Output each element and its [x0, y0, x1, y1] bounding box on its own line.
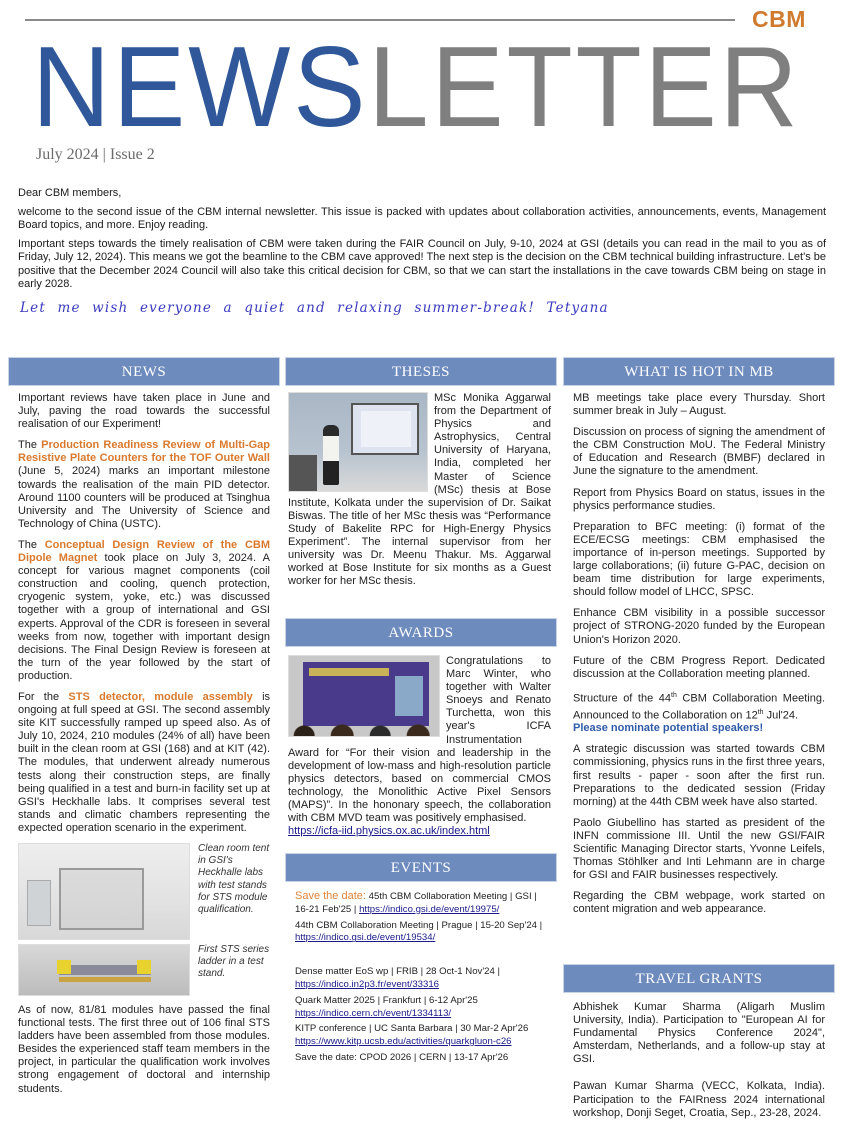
- nominate-speakers-callout: Please nominate potential speakers!: [573, 722, 764, 735]
- event-link[interactable]: https://indico.in2p3.fr/event/33316: [295, 978, 440, 990]
- title-news: NEWS: [32, 24, 369, 151]
- highlight-sts-assembly: STS detector, module assembly: [68, 690, 253, 703]
- news-paragraph: For the STS detector, module assembly is ongoing at full speed at GSI. The second assembly site KIT successfully ramped up speed also. As of July 10, 2024, 210 modules (24% of all) have been built in the clean room at GSI (168) and at KIT (42). The modules, that underwent already numerous tests along their construction steps, are finally being qualified in a test and burn-in facility set up at GSI's Heckhalle labs. It comprises several test stands and climatic chambers representing the expected operation scenario in the experiment.: [18, 690, 271, 834]
- event-link[interactable]: https://indico.cern.ch/event/1334113/: [295, 1007, 452, 1019]
- mb-item: Enhance CBM visibility in a possible successor project of STRONG-2020 funded by the European Union's Horizon 2020.: [573, 607, 825, 646]
- newsletter-title: [32, 24, 801, 151]
- event-link[interactable]: https://www.kitp.ucsb.edu/activities/quarkgluon-c26: [295, 1036, 512, 1048]
- highlight-dipole-review: Conceptual Design Review of the CBM Dipole Magnet: [18, 538, 270, 565]
- news-paragraph: Important reviews have taken place in June and July, paving the road towards the successful realisation of our Experiment!: [18, 392, 270, 431]
- mb-item: Future of the CBM Progress Report. Dedicated discussion at the Collaboration meeting planned.: [573, 654, 825, 680]
- middle-column: [285, 357, 557, 1068]
- highlight-tof-review: Production Readiness Review of Multi-Gap Resistive Plate Counters for the TOF Outer Wall: [18, 439, 271, 465]
- mb-item: Regarding the CBM webpage, work started on content migration and web appearance.: [573, 890, 825, 916]
- handwritten-signature: Let me wish everyone a quiet and relaxing summer-break! Tetyana: [20, 300, 609, 316]
- event-item: Save the date: CPOD 2026 | CERN | 13-17 Apr'26: [295, 1051, 509, 1063]
- news-paragraph: As of now, 81/81 modules have passed the final functional tests. The first three out of 106 final STS ladders have been assembled from those modules. Besides the experienced staff team members in the project, in particular the qualification work involves strong engagement of doctoral and internship students.: [18, 1004, 270, 1095]
- travel-grant-item: Pawan Kumar Sharma (VECC, Kolkata, India). Participation to the FAIRness 2024 international workshop, Donji Seget, Croatia, Sep., 23-28, 2024.: [573, 1080, 825, 1119]
- header-rule: [25, 19, 735, 21]
- event-link[interactable]: https://indico.gsi.de/event/19534/: [295, 932, 436, 944]
- thesis-defense-photo: [288, 392, 428, 492]
- event-link[interactable]: https://indico.gsi.de/event/19975/: [359, 903, 500, 915]
- figure-ladder: [8, 944, 280, 996]
- greeting: Dear CBM members,: [18, 187, 122, 199]
- travel-grant-item: Abhishek Kumar Sharma (Aligarh Muslim University, India). Participation to "European AI for Fundamental Physics Conference 2024", Amsterdam, Netherlands, and a follow-up stay at GSI.: [573, 1001, 825, 1066]
- intro-letter: [18, 187, 826, 297]
- news-header: NEWS: [8, 357, 280, 386]
- mb-item: Structure of the 44th CBM Collaboration Meeting. Announced to the Collaboration on 12th Jul'24. Please nominate potential speakers!: [573, 691, 825, 735]
- intro-paragraph: welcome to the second issue of the CBM internal newsletter. This issue is packed with updates about collaboration activities, announcements, events, Management Board topics, and more. Enjoy reading.: [18, 205, 826, 231]
- events-header: EVENTS: [285, 853, 557, 882]
- event-item: 44th CBM Collaboration Meeting | Prague | 15-20 Sep'24 | https://indico.gsi.de/event/19534/: [295, 919, 543, 944]
- news-paragraph: The Production Readiness Review of Multi-Gap Resistive Plate Counters for the TOF Outer Wall (June 5, 2024) marks an important milestone towards the realisation of the main PID detector. Around 1100 counters will be produced at Tsinghua University and The University of Science and Technology of China (USTC).: [18, 439, 271, 530]
- event-item: Save the date: 45th CBM Collaboration Meeting | GSI | 16-21 Feb'25 | https://indico.gsi.de/event/19975/: [295, 890, 537, 915]
- event-item: Dense matter EoS wp | FRIB | 28 Oct-1 Nov'24 | https://indico.in2p3.fr/event/33316: [295, 966, 500, 990]
- news-paragraph: The Conceptual Design Review of the CBM Dipole Magnet took place on July 3, 2024. A concept for various magnet components (coil construction and cooling, quench protection, cryogenic system, yoke, etc.) was discussed together with a group of international and GSI experts. Approval of the CDR is foreseen in several weeks from now, together with important design decisions. The Final Design Review is foreseen at the turn of the year followed by the start of production.: [18, 538, 270, 682]
- intro-paragraph: Important steps towards the timely realisation of CBM were taken during the FAIR Council on July, 9-10, 2024 at GSI (details you can read in the mail to you as of Friday, July 12, 2024). This means we got the beamline to the CBM cave approved! The next step is the decision on the CBM technical building infrastructure. Let's be positive that the December 2024 Council will also take this critical decision for CBM, so that we can start the installations in the cave towards CBM being on stage in early 2028.: [18, 237, 826, 290]
- mb-item: A strategic discussion was started towards CBM commissioning, physics runs in the first three years, first results - paper - soon after the first run. Preparations to the dedicated session (Friday morning) at the 44th CBM week have also started.: [573, 743, 825, 808]
- mb-item: Discussion on process of signing the amendment of the CBM Construction MoU. The Federal Ministry of Education and Research (BMBF) declared in June the signature to the amendment.: [573, 426, 825, 478]
- mb-item: Report from Physics Board on status, issues in the physics performance studies.: [573, 486, 825, 512]
- clean-room-photo: [18, 843, 190, 940]
- news-column: [8, 357, 280, 1104]
- travel-header: TRAVEL GRANTS: [563, 964, 835, 993]
- award-presentation-photo: [288, 655, 440, 737]
- icfa-link[interactable]: https://icfa-iid.physics.ox.ac.uk/index.html: [288, 825, 490, 838]
- mb-item: Paolo Giubellino has started as president of the INFN commissione III. Until the new GSI/FAIR Scientific Managing Director starts, Yvonne Leifels, Thomas Stöhlker and Inti Lehmann are in charge for GSI and FAIR businesses respectively.: [573, 816, 825, 882]
- figure-caption: First STS series ladder in a test stand.: [198, 944, 270, 980]
- awards-header: AWARDS: [285, 618, 557, 647]
- awards-text: Congratulations to Marc Winter, who together with Walter Snoeys and Renato Turchetta, won this year's ICFA Instrumentation Award for “For their vision and leadership in the development of low-mass and high-resolution particle physics detectors, based on commercial CMOS technology, the Monolithic Active Pixel Sensors (MAPS)”. In the hononary speech, the collaboration with CBM MVD team was positively emphasised. https://icfa-iid.physics.ox.ac.uk/index.html: [288, 655, 551, 838]
- mb-header: WHAT IS HOT IN MB: [563, 357, 835, 386]
- sts-ladder-photo: [18, 944, 190, 996]
- title-letter: LETTER: [368, 24, 801, 151]
- event-item: KITP conference | UC Santa Barbara | 30 Mar-2 Apr'26 https://www.kitp.ucsb.edu/activities/quarkgluon-c26: [295, 1023, 529, 1048]
- issue-label: July 2024 | Issue 2: [36, 146, 155, 163]
- figure-clean-room: [8, 843, 280, 940]
- figure-caption: Clean room tent in GSI's Heckhalle labs with test stands for STS module qualification.: [198, 843, 270, 916]
- mb-column: [563, 357, 835, 1125]
- save-the-date-label: Save the date:: [295, 890, 366, 902]
- mb-item: MB meetings take place every Thursday. Short summer break in July – August.: [573, 392, 825, 418]
- theses-header: THESES: [285, 357, 557, 386]
- event-item: Quark Matter 2025 | Frankfurt | 6-12 Apr'25 https://indico.cern.ch/event/1334113/: [295, 994, 478, 1019]
- mb-item: Preparation to BFC meeting: (i) format of the ECE/ECSG meetings: CBM emphasised the importance of in-person meetings. Supported by large collaborations; (ii) future G-PAC, decision on beam time distribution for large experiments, should follow model of LHCC, SPSC.: [573, 520, 825, 599]
- brand-logo: CBM: [752, 6, 806, 32]
- theses-text: MSc Monika Aggarwal from the Department of Physics and Astrophysics, Central University of Haryana, India, completed her Master of Science (MSc) thesis at Bose Institute, Kolkata under the supervision of Dr. Saikat Biswas. The title of her MSc thesis was “Performance Study of Bakelite RPC for High-Energy Physics Experiment”. The internal supervisor from her university was Dr. Meenu Thakur. Ms. Aggarwal worked at Bose Institute for six months as a Guest worker for her MSc thesis.: [288, 392, 551, 588]
